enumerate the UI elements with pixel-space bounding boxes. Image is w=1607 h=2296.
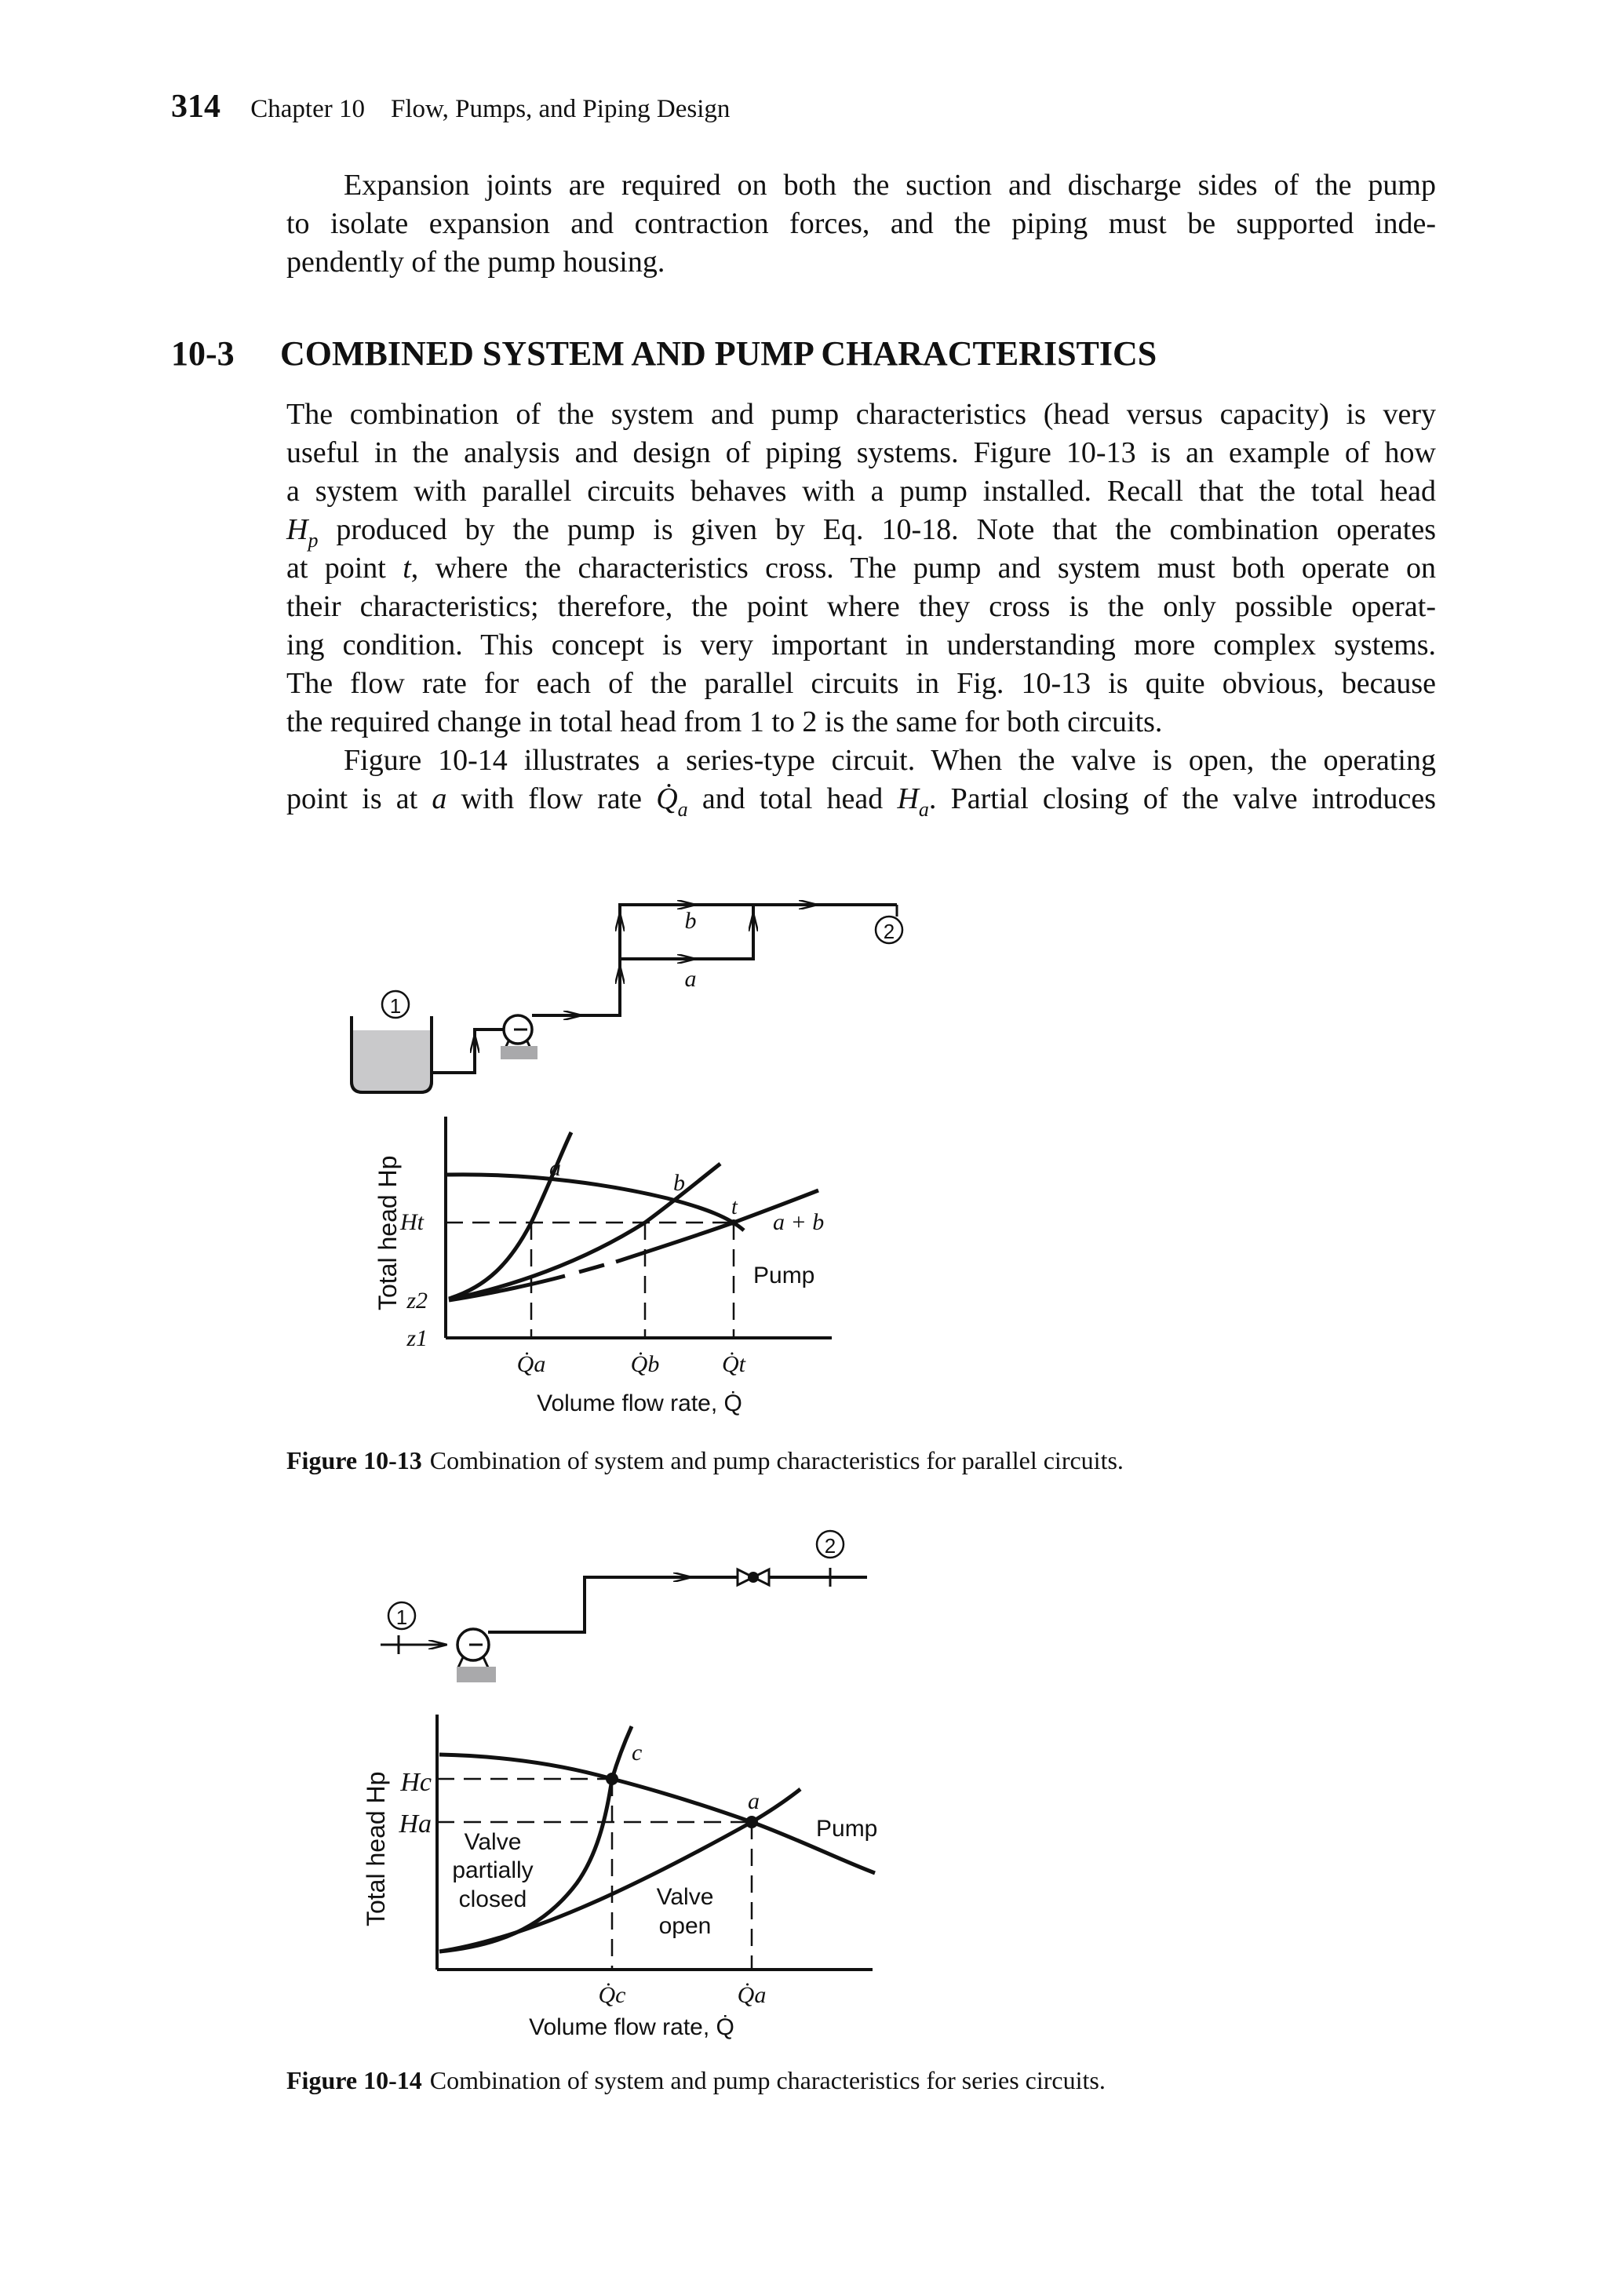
tank-liquid bbox=[353, 1030, 430, 1091]
symbol-h: H bbox=[286, 513, 308, 546]
tick-qt: Q̇t bbox=[722, 1351, 745, 1377]
operating-point-a bbox=[745, 1816, 758, 1828]
curve-label-partial-2: partially bbox=[452, 1857, 534, 1883]
figure13-chart bbox=[374, 1117, 832, 1416]
symbol-a: a bbox=[432, 782, 447, 815]
page-number: 314 bbox=[171, 89, 220, 125]
symbol-h: H bbox=[897, 782, 919, 815]
text-line: pendently of the pump housing. bbox=[286, 246, 665, 279]
text-segment: . Partial closing of the valve introduces bbox=[928, 782, 1437, 815]
caption-label: Figure 10-13 bbox=[286, 1446, 422, 1474]
curve-label-pump: Pump bbox=[816, 1816, 878, 1842]
tick-qc: Q̇c bbox=[598, 1982, 626, 2008]
figure13-diagram bbox=[352, 905, 902, 1092]
symbol-q: Q̇ bbox=[656, 782, 678, 815]
x-axis-label: Volume flow rate, Q̇ bbox=[529, 2014, 734, 2040]
caption-label: Figure 10-14 bbox=[286, 2066, 422, 2094]
text-segment: point is at bbox=[286, 782, 432, 815]
curve-label-b: b bbox=[673, 1170, 685, 1196]
pump-base bbox=[501, 1046, 537, 1059]
curve-a-plus-b-dash bbox=[579, 1265, 604, 1272]
text-segment: at point bbox=[286, 552, 403, 585]
discharge-pipe bbox=[488, 1577, 867, 1632]
curve-label-partial-1: Valve bbox=[464, 1829, 522, 1855]
label-branch-a: a bbox=[684, 966, 697, 992]
curve-label-open-1: Valve bbox=[656, 1884, 714, 1910]
text-line: to isolate expansion and contraction forces, and the piping must be supported inde- bbox=[286, 207, 1436, 240]
operating-point-c bbox=[606, 1773, 618, 1785]
text-line: Expansion joints are required on both the suction and discharge sides of the pump bbox=[344, 169, 1436, 202]
figure14-diagram bbox=[381, 1531, 867, 1682]
discharge-pipe bbox=[532, 905, 897, 1015]
figure13-diagram-labels bbox=[390, 908, 895, 1018]
x-axis-label: Volume flow rate, Q̇ bbox=[537, 1390, 742, 1416]
subscript-a: a bbox=[677, 798, 688, 821]
text-line: The combination of the system and pump characteristics (head versus capacity) is very bbox=[286, 398, 1436, 431]
tick-ht: Ht bbox=[400, 1209, 424, 1235]
text-segment: , where the characteristics cross. The pump and system must both operate on bbox=[410, 552, 1436, 585]
operating-point-label-c: c bbox=[632, 1740, 643, 1766]
section-number: 10-3 bbox=[171, 334, 235, 373]
y-axis-label: Total head Hp bbox=[374, 1155, 402, 1310]
caption-text: Combination of system and pump characteristics for parallel circuits. bbox=[429, 1446, 1124, 1474]
operating-point-label-t: t bbox=[731, 1195, 738, 1219]
text-line: The flow rate for each of the parallel circuits in Fig. 10-13 is quite obvious, because bbox=[286, 667, 1436, 700]
tick-qa: Q̇a bbox=[516, 1351, 546, 1377]
subscript-a: a bbox=[918, 798, 929, 821]
symbol-t: t bbox=[403, 552, 411, 585]
text-segment: produced by the pump is given by Eq. 10-18. Note that the combination operates bbox=[318, 513, 1436, 546]
suction-pipe bbox=[432, 1030, 504, 1073]
pump-curve bbox=[439, 1755, 878, 1873]
figure-10-13-caption bbox=[286, 1446, 1124, 1475]
section-title: COMBINED SYSTEM AND PUMP CHARACTERISTICS bbox=[280, 334, 1157, 373]
tick-qa: Q̇a bbox=[737, 1982, 767, 2008]
running-title: Chapter 10 Flow, Pumps, and Piping Design bbox=[250, 95, 731, 123]
curve-a-plus-b-left bbox=[449, 1276, 565, 1300]
text-line: a system with parallel circuits behaves with a pump installed. Recall that the total head bbox=[286, 475, 1436, 508]
label-point-2: 2 bbox=[824, 1534, 836, 1558]
text-line: the required change in total head from 1 to 2 is the same for both circuits. bbox=[286, 705, 1163, 738]
figure-10-14-caption bbox=[286, 2066, 1106, 2095]
text-segment: and total head bbox=[687, 782, 898, 815]
curve-label-a: a bbox=[549, 1155, 561, 1181]
label-branch-b: b bbox=[684, 908, 697, 934]
text-line: Figure 10-14 illustrates a series-type circuit. When the valve is open, the operating bbox=[344, 744, 1436, 777]
subscript-p: p bbox=[308, 529, 319, 552]
operating-point-label-a: a bbox=[748, 1788, 760, 1814]
caption-text: Combination of system and pump characteristics for series circuits. bbox=[429, 2066, 1106, 2094]
pump-base bbox=[457, 1667, 496, 1682]
tick-ha: Ha bbox=[399, 1809, 432, 1839]
label-point-1: 1 bbox=[395, 1605, 408, 1629]
figure14-chart bbox=[362, 1715, 877, 2040]
y-axis-label: Total head Hp bbox=[362, 1771, 390, 1926]
tick-z2: z2 bbox=[406, 1288, 428, 1314]
tick-z1: z1 bbox=[406, 1325, 428, 1351]
text-line: their characteristics; therefore, the point where they cross is the only possible operat- bbox=[286, 590, 1436, 623]
operating-point-t bbox=[731, 1219, 737, 1226]
curve-label-partial-3: closed bbox=[458, 1886, 527, 1912]
label-point-2: 2 bbox=[883, 920, 895, 943]
text-line: ing condition. This concept is very important in understanding more complex systems. bbox=[286, 629, 1436, 661]
curve-label-a-plus-b: a + b bbox=[773, 1209, 825, 1235]
curve-label-open-2: open bbox=[658, 1913, 712, 1939]
text-line: useful in the analysis and design of piping systems. Figure 10-13 is an example of how bbox=[286, 436, 1436, 469]
label-point-1: 1 bbox=[389, 994, 402, 1018]
tick-qb: Q̇b bbox=[630, 1351, 660, 1377]
curve-label-pump: Pump bbox=[753, 1263, 815, 1288]
text-segment: with flow rate bbox=[446, 782, 657, 815]
tick-hc: Hc bbox=[400, 1768, 432, 1797]
